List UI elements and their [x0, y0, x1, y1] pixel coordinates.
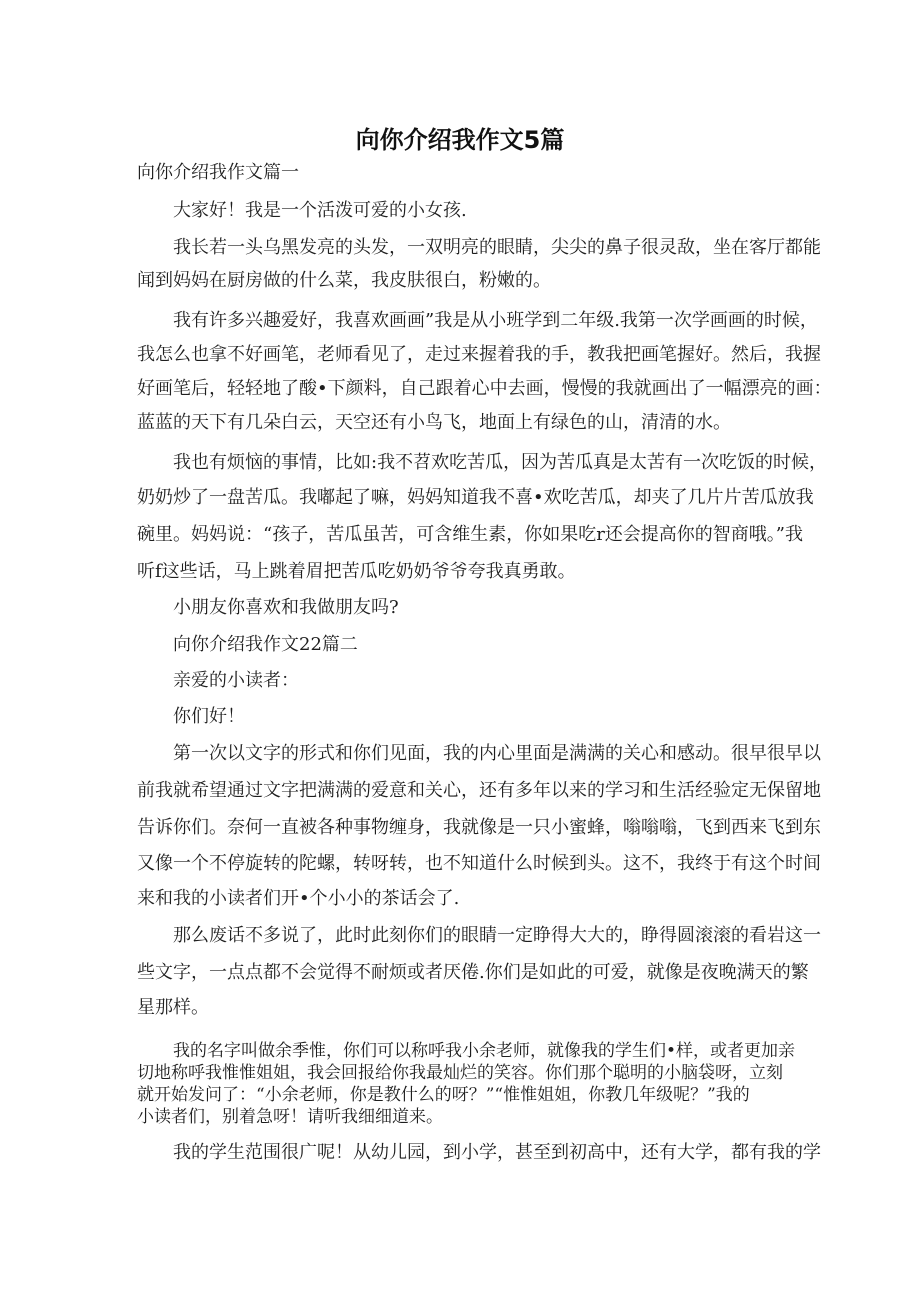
paragraph-line: 星那样。: [137, 997, 209, 1018]
paragraph-line: 好画笔后，轻轻地了酸•下颜料，自己跟着心中去画，慢慢的我就画出了一幅漂亮的画：: [137, 378, 832, 399]
paragraph-line: 小朋友你喜欢和我做朋友吗?: [173, 597, 399, 618]
paragraph-line: 闻到妈妈在厨房做的什么菜，我皮肤很白，粉嫩的。: [137, 270, 551, 291]
paragraph-line: 亲爱的小读者：: [173, 670, 299, 691]
paragraph-line: 我怎么也拿不好画笔，老师看见了，走过来握着我的手，教我把画笔握好。然后，我握: [137, 344, 821, 365]
section-heading-1: 向你介绍我作文篇一: [137, 162, 299, 183]
paragraph-line: 你们好！: [173, 706, 245, 727]
paragraph-line: 又像一个不停旋转的陀螺，转呀转，也不知道什么时候到头。这不，我终于有这个时间: [137, 853, 821, 874]
document-title: 向你介绍我作文5篇: [355, 126, 565, 154]
paragraph-line: 我的名字叫做余季惟，你们可以称呼我小余老师，就像我的学生们•样，或者更加亲: [173, 1041, 796, 1061]
section-heading-2: 向你介绍我作文22篇二: [173, 634, 358, 655]
paragraph-line: 小读者们，别着急呀！请听我细细道来。: [137, 1107, 443, 1127]
paragraph-line: 我有许多兴趣爱好，我喜欢画画”我是从小班学到二年级.我第一次学画画的时候，: [173, 310, 818, 331]
paragraph-line: 碗里。妈妈说：“孩子，苦瓜虽苦，可含维生素，你如果吃r还会提高你的智商哦。”我: [137, 524, 804, 545]
paragraph-line: 听f这些话，马上跳着眉把苦瓜吃奶奶爷爷夸我真勇敢。: [137, 561, 576, 582]
paragraph-line: 前我就希望通过文字把满满的爱意和关心，还有多年以来的学习和生活经验定无保留地: [137, 780, 821, 801]
paragraph-line: 就开始发问了：“小余老师，你是教什么的呀？”“惟惟姐姐，你教几年级呢？”我的: [137, 1085, 750, 1105]
paragraph-line: 告诉你们。奈何一直被各种事物缠身，我就像是一只小蜜蜂，嗡嗡嗡，飞到西来飞到东: [137, 817, 821, 838]
paragraph-line: 蓝蓝的天下有几朵白云，天空还有小鸟飞，地面上有绿色的山，清清的水。: [137, 412, 731, 433]
paragraph-line: 奶奶炒了一盘苦瓜。我嘟起了嘛，妈妈知道我不喜•欢吃苦瓜，却夹了几片片苦瓜放我: [137, 487, 814, 508]
paragraph-line: 切地称呼我惟惟姐姐，我会回报给你我最灿烂的笑容。你们那个聪明的小脑袋呀，立刻: [137, 1063, 783, 1083]
paragraph-line: 第一次以文字的形式和你们见面，我的内心里面是满满的关心和感动。很早很早以: [173, 743, 821, 764]
paragraph-line: 我也有烦恼的事情，比如:我不苕欢吃苦瓜，因为苦瓜真是太苦有一次吃饭的时候，: [173, 452, 828, 473]
paragraph-line: 来和我的小读者们开•个小小的茶话会了.: [137, 888, 460, 909]
paragraph-line: 那么废话不多说了，此时此刻你们的眼睛一定睁得大大的，睁得圆滚滚的看岩这一: [173, 925, 821, 946]
paragraph-line: 我长若一头乌黑发亮的头发，一双明亮的眼睛，尖尖的鼻子很灵敌，坐在客厅都能: [173, 237, 821, 258]
paragraph-line: 我的学生范围很广呢！从幼儿园，到小学，甚至到初高中，还有大学，都有我的学: [173, 1142, 821, 1163]
paragraph-line: 大家好！我是一个活泼可爱的小女孩.: [173, 200, 467, 221]
paragraph-line: 些文字，一点点都不会觉得不耐烦或者厌倦.你们是如此的可爱，就像是夜晚满天的繁: [137, 962, 809, 983]
